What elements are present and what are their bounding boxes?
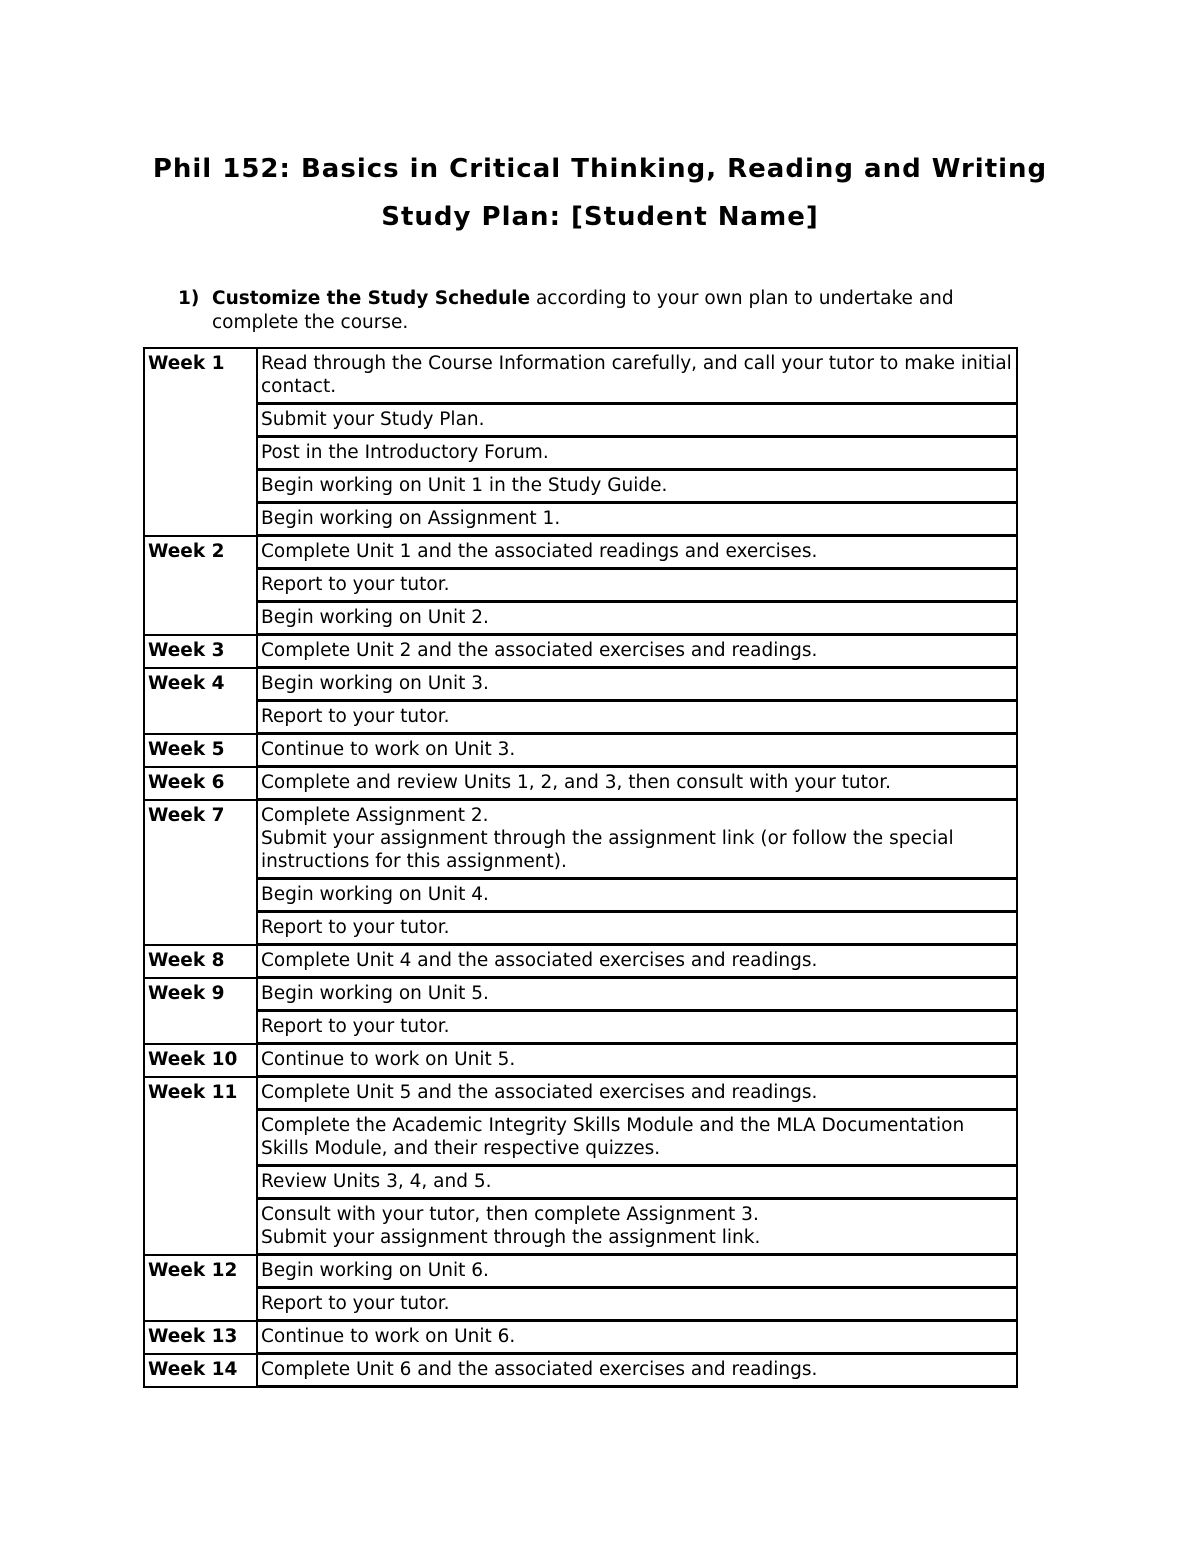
task-cell <box>257 1199 1017 1255</box>
task-cell <box>257 437 1017 470</box>
schedule-row <box>144 1288 1017 1321</box>
week-label: Week 11 <box>144 1077 257 1255</box>
week-label: Week 12 <box>144 1255 257 1321</box>
instruction-text <box>212 287 1028 335</box>
task-cell <box>257 536 1017 569</box>
task-text: Complete Unit 5 and the associated exercises and readings. <box>261 1082 818 1103</box>
task-cell <box>257 569 1017 602</box>
task-text: Complete Unit 4 and the associated exercises and readings. <box>261 950 818 971</box>
task-text: Complete the Academic Integrity Skills Module and the MLA Documentation Skills Module, and their respective quizzes. <box>261 1115 965 1159</box>
task-cell <box>257 1354 1017 1387</box>
task-cell <box>257 1288 1017 1321</box>
task-text: Begin working on Unit 1 in the Study Guide. <box>261 475 668 496</box>
task-cell <box>257 404 1017 437</box>
task-text: Begin working on Unit 6. <box>261 1260 489 1281</box>
task-text: Complete Unit 2 and the associated exercises and readings. <box>261 640 818 661</box>
task-text: Submit your Study Plan. <box>261 409 485 430</box>
task-text: Complete Assignment 2. <box>261 805 489 826</box>
schedule-row <box>144 1077 1017 1110</box>
schedule-row <box>144 879 1017 912</box>
task-text: Consult with your tutor, then complete Assignment 3. <box>261 1204 759 1225</box>
task-text: Post in the Introductory Forum. <box>261 442 549 463</box>
schedule-row <box>144 503 1017 536</box>
task-cell <box>257 767 1017 800</box>
task-text: Begin working on Assignment 1. <box>261 508 561 529</box>
task-text: Report to your tutor. <box>261 917 450 938</box>
task-cell <box>257 912 1017 945</box>
schedule-row <box>144 1044 1017 1077</box>
schedule-row <box>144 437 1017 470</box>
task-cell <box>257 1077 1017 1110</box>
week-label: Week 14 <box>144 1354 257 1387</box>
task-text: Read through the Course Information carefully, and call your tutor to make initial contact. <box>261 353 1012 397</box>
task-cell <box>257 1110 1017 1166</box>
task-cell <box>257 978 1017 1011</box>
schedule-row <box>144 945 1017 978</box>
task-text: Report to your tutor. <box>261 706 450 727</box>
schedule-row <box>144 404 1017 437</box>
week-label: Week 5 <box>144 734 257 767</box>
week-label: Week 2 <box>144 536 257 635</box>
schedule-row <box>144 602 1017 635</box>
task-cell <box>257 635 1017 668</box>
task-text: Submit your assignment through the assignment link (or follow the special instructions for this assignment). <box>261 828 954 872</box>
task-cell <box>257 945 1017 978</box>
course-title: Phil 152: Basics in Critical Thinking, Reading and Writing <box>152 154 1048 184</box>
schedule-row <box>144 734 1017 767</box>
task-cell <box>257 470 1017 503</box>
task-text: Submit your assignment through the assignment link. <box>261 1227 761 1248</box>
task-text: Begin working on Unit 5. <box>261 983 489 1004</box>
schedule-row <box>144 348 1017 404</box>
task-cell <box>257 1044 1017 1077</box>
task-text: Report to your tutor. <box>261 1293 450 1314</box>
task-cell <box>257 1011 1017 1044</box>
study-plan-title: Study Plan: [Student Name] <box>381 202 819 232</box>
week-label: Week 4 <box>144 668 257 734</box>
study-schedule-table <box>143 347 1018 1388</box>
week-label: Week 8 <box>144 945 257 978</box>
task-text: Review Units 3, 4, and 5. <box>261 1171 492 1192</box>
task-text: Report to your tutor. <box>261 1016 450 1037</box>
task-cell <box>257 1255 1017 1288</box>
task-cell <box>257 734 1017 767</box>
schedule-row <box>144 1110 1017 1166</box>
task-text: Complete Unit 6 and the associated exercises and readings. <box>261 1359 818 1380</box>
task-text: Continue to work on Unit 6. <box>261 1326 516 1347</box>
task-cell <box>257 503 1017 536</box>
week-label: Week 7 <box>144 800 257 945</box>
schedule-row <box>144 635 1017 668</box>
schedule-row <box>144 1166 1017 1199</box>
week-label: Week 13 <box>144 1321 257 1354</box>
schedule-row <box>144 668 1017 701</box>
task-cell <box>257 668 1017 701</box>
schedule-row <box>144 536 1017 569</box>
schedule-row <box>144 1011 1017 1044</box>
week-label: Week 10 <box>144 1044 257 1077</box>
instruction-bold-text: Customize the Study Schedule <box>212 288 531 309</box>
schedule-row <box>144 1321 1017 1354</box>
task-cell <box>257 348 1017 404</box>
task-text: Begin working on Unit 2. <box>261 607 489 628</box>
week-label: Week 9 <box>144 978 257 1044</box>
schedule-row <box>144 470 1017 503</box>
schedule-row <box>144 701 1017 734</box>
task-cell <box>257 879 1017 912</box>
week-label: Week 1 <box>144 348 257 536</box>
schedule-row <box>144 1354 1017 1387</box>
schedule-row <box>144 800 1017 879</box>
instruction-rest-text: according to your own plan to undertake and complete the course. <box>212 288 954 333</box>
task-text: Complete Unit 1 and the associated readings and exercises. <box>261 541 818 562</box>
study-schedule-body <box>144 348 1017 1387</box>
schedule-row <box>144 1255 1017 1288</box>
task-cell <box>257 1166 1017 1199</box>
task-cell <box>257 1321 1017 1354</box>
instruction-number: 1) <box>178 288 200 309</box>
task-text: Begin working on Unit 4. <box>261 884 489 905</box>
task-text: Report to your tutor. <box>261 574 450 595</box>
task-cell <box>257 602 1017 635</box>
schedule-row <box>144 569 1017 602</box>
instruction-item-1 <box>178 287 1028 335</box>
schedule-row <box>144 978 1017 1011</box>
week-label: Week 3 <box>144 635 257 668</box>
task-cell <box>257 800 1017 879</box>
task-text: Continue to work on Unit 3. <box>261 739 516 760</box>
task-text: Complete and review Units 1, 2, and 3, then consult with your tutor. <box>261 772 892 793</box>
schedule-row <box>144 1199 1017 1255</box>
week-label: Week 6 <box>144 767 257 800</box>
task-text: Begin working on Unit 3. <box>261 673 489 694</box>
task-cell <box>257 701 1017 734</box>
task-text: Continue to work on Unit 5. <box>261 1049 516 1070</box>
schedule-row <box>144 912 1017 945</box>
schedule-row <box>144 767 1017 800</box>
